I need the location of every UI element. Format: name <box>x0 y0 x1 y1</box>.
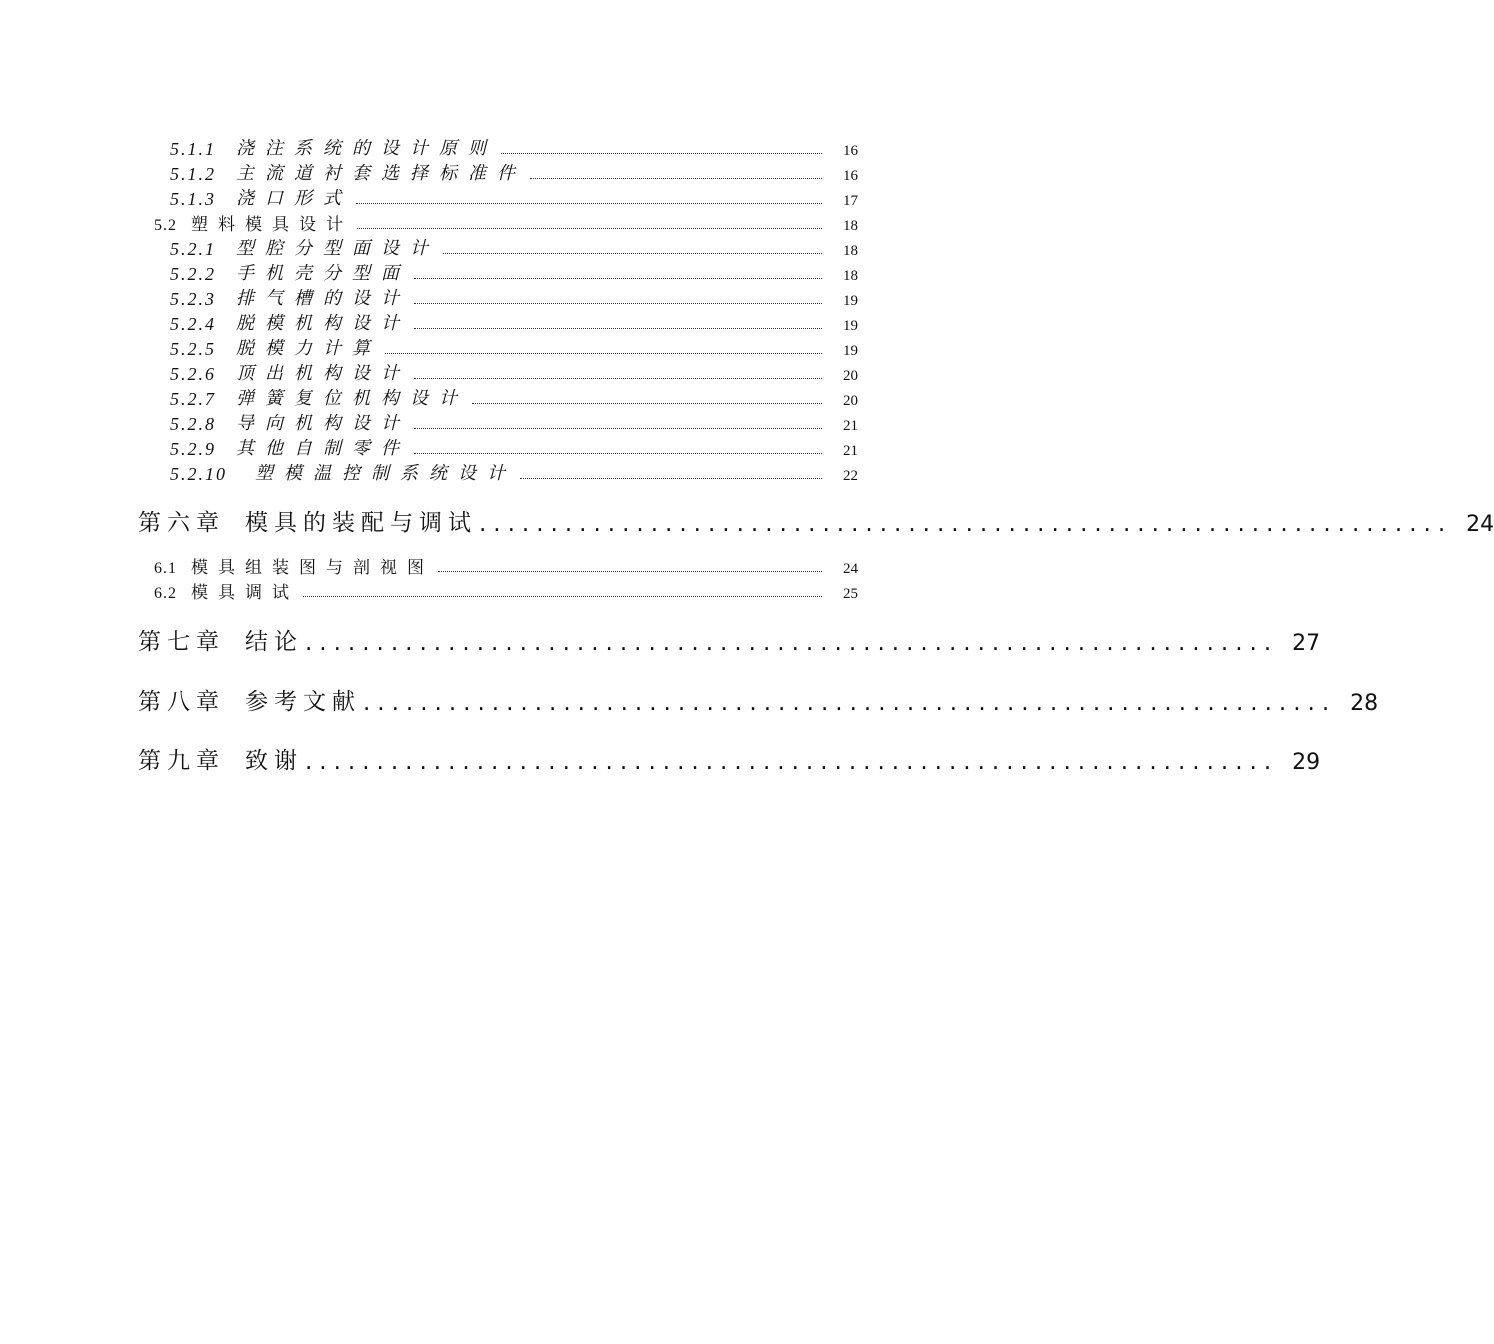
toc-page-number: 18 <box>843 268 858 284</box>
toc-page-number: 22 <box>843 468 858 484</box>
toc-number: 6.2 <box>154 585 177 602</box>
toc-entry-5-2-6[interactable] <box>170 363 858 385</box>
toc-page-number: 27 <box>1292 631 1321 656</box>
toc-page-number: 24 <box>1466 512 1494 537</box>
toc-page-number: 19 <box>843 318 858 334</box>
toc-title: 脱模力计算 <box>236 338 381 358</box>
dot-leader <box>501 153 822 154</box>
dot-leader <box>520 478 822 479</box>
toc-page-number: 21 <box>843 418 858 434</box>
toc-number: 5.2.10 <box>170 464 227 484</box>
toc-number: 6.1 <box>154 560 177 577</box>
toc-title: 顶出机构设计 <box>236 363 410 383</box>
toc-title: 主流道衬套选择标准件 <box>236 163 526 183</box>
toc-entry-5-2-3[interactable] <box>170 288 858 310</box>
chapter-number: 第六章 <box>138 510 225 536</box>
toc-page-number: 16 <box>843 143 858 159</box>
toc-number: 5.2 <box>154 217 177 234</box>
toc-page-number: 19 <box>843 343 858 359</box>
toc-title: 手机壳分型面 <box>236 263 410 283</box>
toc-title: 弹簧复位机构设计 <box>236 388 468 408</box>
toc-chapter-6[interactable] <box>138 503 1494 537</box>
toc-entry-5-2-4[interactable] <box>170 313 858 335</box>
chapter-title: 参考文献 <box>245 689 361 715</box>
dot-leader: .................................................................... <box>305 749 1279 775</box>
dot-leader <box>303 596 822 597</box>
toc-page-number: 20 <box>843 368 858 384</box>
toc-page-number: 25 <box>843 586 858 602</box>
toc-entry-5-1-3[interactable] <box>170 188 858 210</box>
chapter-title: 结论 <box>245 629 303 655</box>
toc-title: 其他自制零件 <box>236 438 410 458</box>
dot-leader <box>414 303 822 304</box>
toc-chapter-8[interactable] <box>138 682 1379 716</box>
dot-leader <box>438 571 822 572</box>
toc-page-number: 24 <box>843 561 858 577</box>
toc-page-number: 17 <box>843 193 858 209</box>
toc-entry-5-1-1[interactable] <box>170 138 858 160</box>
toc-page-number: 20 <box>843 393 858 409</box>
chapter-number: 第七章 <box>138 629 225 655</box>
toc-entry-5-2-8[interactable] <box>170 413 858 435</box>
toc-title: 型腔分型面设计 <box>236 238 439 258</box>
toc-title: 导向机构设计 <box>236 413 410 433</box>
dot-leader <box>414 328 822 329</box>
dot-leader <box>357 228 822 229</box>
toc-title: 塑模温控制系统设计 <box>255 463 516 483</box>
toc-entry-5-2-2[interactable] <box>170 263 858 285</box>
toc-page-number: 28 <box>1350 691 1379 716</box>
toc-page-number: 21 <box>843 443 858 459</box>
toc-page-number: 19 <box>843 293 858 309</box>
toc-title: 浇口形式 <box>236 188 352 208</box>
toc-title: 脱模机构设计 <box>236 313 410 333</box>
dot-leader <box>472 403 822 404</box>
toc-entry-5-2-9[interactable] <box>170 438 858 460</box>
dot-leader <box>414 278 822 279</box>
toc-number: 5.2.7 <box>170 389 216 409</box>
toc-title: 模具调试 <box>191 583 299 603</box>
toc-number: 5.1.2 <box>170 164 216 184</box>
toc-number: 5.1.3 <box>170 189 216 209</box>
dot-leader <box>530 178 822 179</box>
dot-leader <box>414 378 822 379</box>
toc-entry-6-2[interactable] <box>154 581 858 603</box>
toc-number: 5.2.3 <box>170 289 216 309</box>
toc-number: 5.1.1 <box>170 139 216 159</box>
toc-number: 5.2.4 <box>170 314 216 334</box>
chapter-number: 第八章 <box>138 689 225 715</box>
toc-title: 排气槽的设计 <box>236 288 410 308</box>
chapter-title: 致谢 <box>245 748 303 774</box>
toc-entry-5-2-5[interactable] <box>170 338 858 360</box>
toc-number: 5.2.9 <box>170 439 216 459</box>
dot-leader: .................................................................... <box>363 690 1337 716</box>
toc-page-number: 18 <box>843 243 858 259</box>
chapter-number: 第九章 <box>138 748 225 774</box>
toc-entry-5-1-2[interactable] <box>170 163 858 185</box>
dot-leader <box>414 453 822 454</box>
toc-number: 5.2.6 <box>170 364 216 384</box>
toc-number: 5.2.8 <box>170 414 216 434</box>
toc-title: 模具组装图与剖视图 <box>191 558 434 578</box>
dot-leader <box>414 428 822 429</box>
toc-chapter-9[interactable] <box>138 741 1321 775</box>
dot-leader <box>385 353 822 354</box>
toc-entry-6-1[interactable] <box>154 556 858 578</box>
toc-entry-5-2-10[interactable] <box>170 463 858 485</box>
toc-entry-5-2-1[interactable] <box>170 238 858 260</box>
toc-chapter-7[interactable] <box>138 622 1321 656</box>
chapter-title: 模具的装配与调试 <box>245 510 477 536</box>
toc-number: 5.2.5 <box>170 339 216 359</box>
toc-title: 浇注系统的设计原则 <box>236 138 497 158</box>
toc-page-number: 16 <box>843 168 858 184</box>
toc-page-number: 18 <box>843 218 858 234</box>
dot-leader: .................................................................... <box>479 511 1453 537</box>
toc-page-number: 29 <box>1292 750 1321 775</box>
dot-leader <box>356 203 822 204</box>
toc-title: 塑料模具设计 <box>191 215 353 235</box>
dot-leader: .................................................................... <box>305 630 1279 656</box>
toc-number: 5.2.1 <box>170 239 216 259</box>
dot-leader <box>443 253 822 254</box>
toc-entry-5-2-7[interactable] <box>170 388 858 410</box>
toc-entry-5-2[interactable] <box>154 213 858 235</box>
toc-number: 5.2.2 <box>170 264 216 284</box>
